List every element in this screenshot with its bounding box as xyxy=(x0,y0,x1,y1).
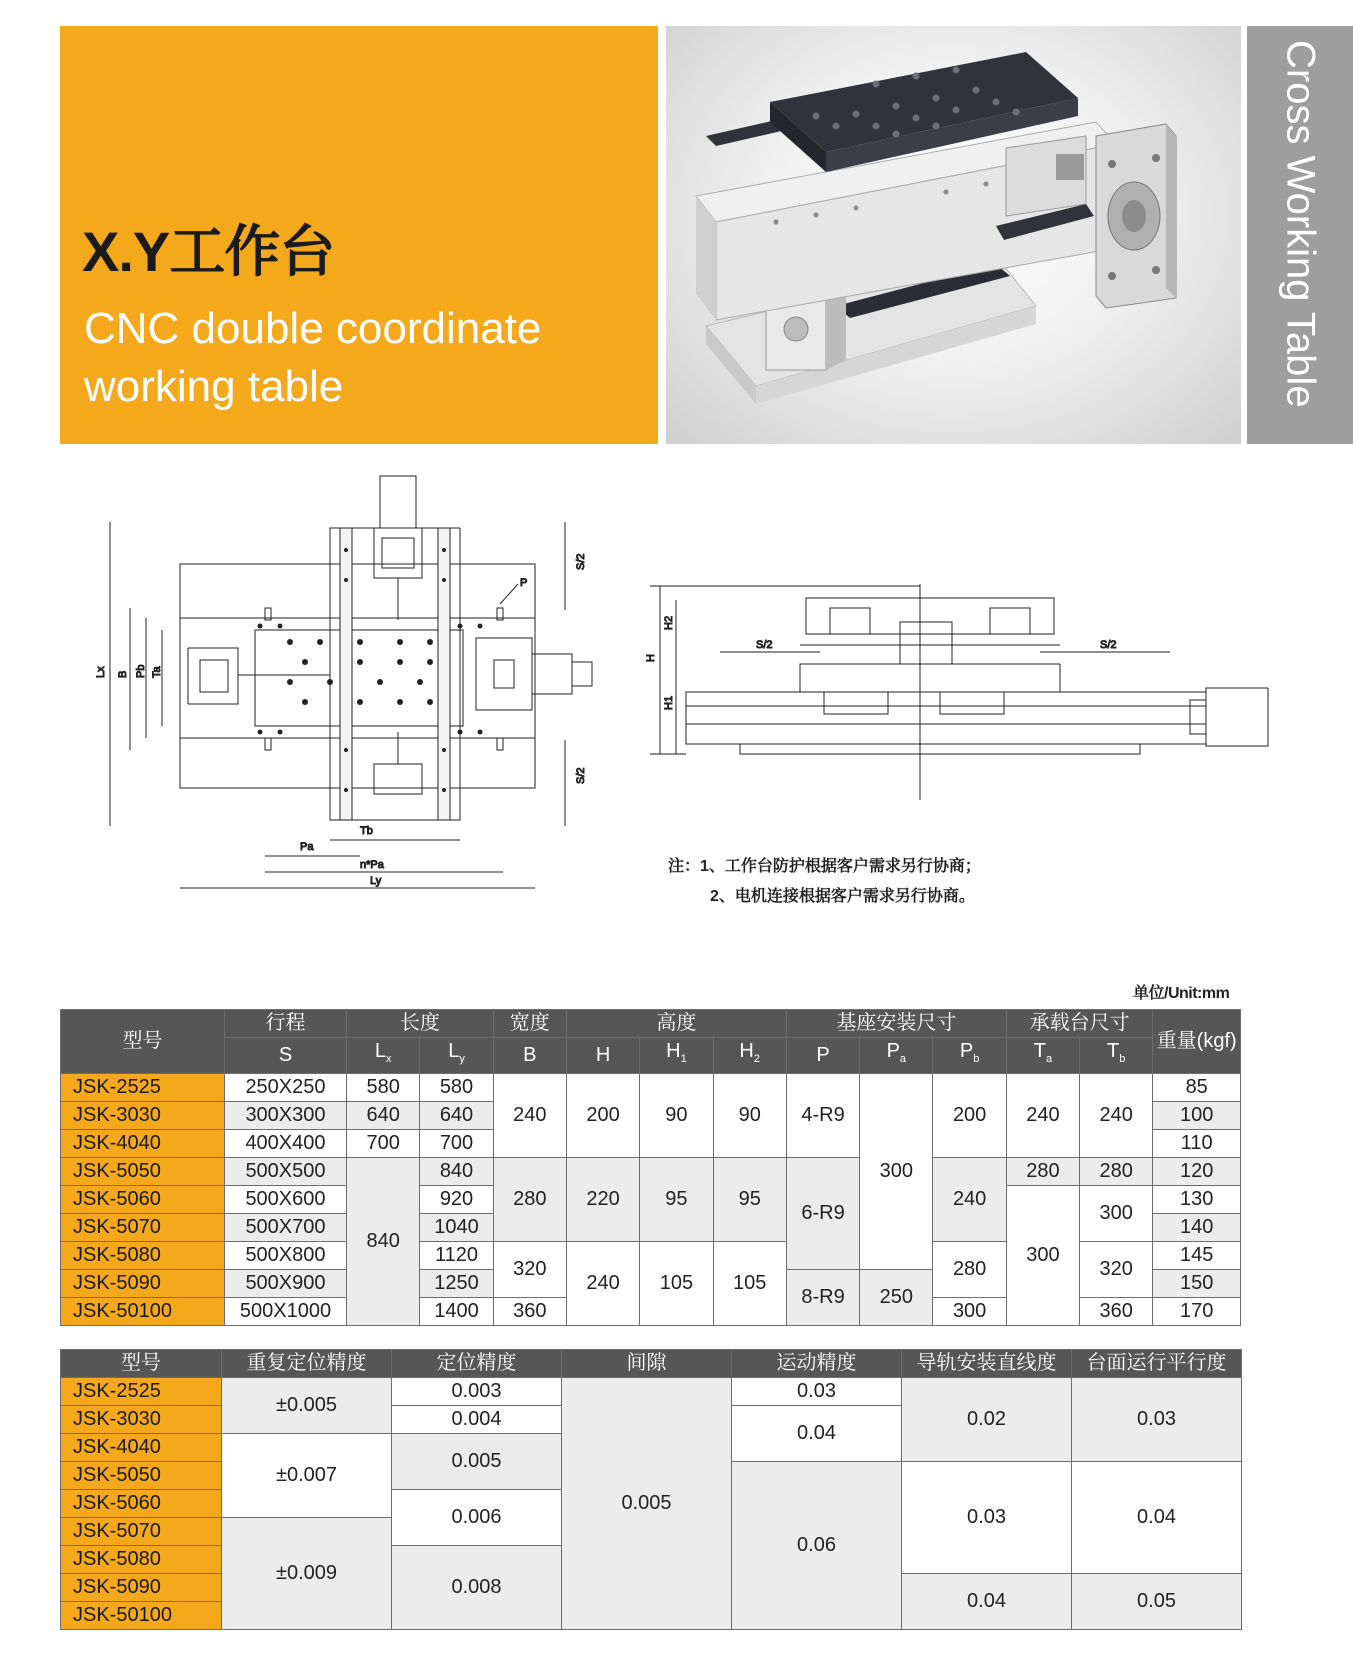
th-model: 型号 xyxy=(61,1010,225,1074)
label-lx: Lx xyxy=(95,666,107,678)
notes xyxy=(668,852,981,912)
label-h2: H2 xyxy=(663,615,675,630)
weight-cell: 170 xyxy=(1153,1298,1241,1326)
label-ta: Ta xyxy=(151,666,163,678)
motion-cell: 0.03 xyxy=(732,1378,902,1406)
note-line-2: 2、电机连接根据客户需求另行协商。 xyxy=(710,888,975,905)
lx-cell: 580 xyxy=(347,1074,420,1102)
th-s: S xyxy=(224,1038,346,1074)
label-ly: Ly xyxy=(370,875,382,887)
weight-cell: 150 xyxy=(1153,1270,1241,1298)
rail-cell: 0.02 xyxy=(902,1378,1072,1462)
model-cell: JSK-2525 xyxy=(61,1378,222,1406)
h2-cell: 95 xyxy=(713,1158,786,1242)
model-cell: JSK-50100 xyxy=(61,1298,225,1326)
th-p: P xyxy=(786,1038,859,1074)
th-ta: $T_a$ xyxy=(1006,1038,1079,1074)
model-cell: JSK-4040 xyxy=(61,1130,225,1158)
th-length: 长度 xyxy=(347,1010,494,1038)
stroke-cell: 500X700 xyxy=(224,1214,346,1242)
th2-model: 型号 xyxy=(61,1350,222,1378)
model-cell: JSK-5070 xyxy=(61,1214,225,1242)
b-cell: 280 xyxy=(493,1158,566,1242)
unit-label: 单位/Unit:mm xyxy=(1133,985,1230,1002)
p-cell: 4-R9 xyxy=(786,1074,859,1158)
model-cell: JSK-5070 xyxy=(61,1518,222,1546)
label-pb: Pb xyxy=(135,664,147,678)
stroke-cell: 250X250 xyxy=(224,1074,346,1102)
th-height: 高度 xyxy=(566,1010,786,1038)
stroke-cell: 400X400 xyxy=(224,1130,346,1158)
label-s2-left: S/2 xyxy=(756,639,773,651)
th2-gap: 间隙 xyxy=(562,1350,732,1378)
ly-cell: 920 xyxy=(420,1186,493,1214)
th-h: H xyxy=(566,1038,639,1074)
h2-cell: 90 xyxy=(713,1074,786,1158)
ly-cell: 1250 xyxy=(420,1270,493,1298)
stroke-cell: 500X800 xyxy=(224,1242,346,1270)
label-h1: H1 xyxy=(663,695,675,710)
h-cell: 240 xyxy=(566,1242,639,1326)
elevation-view-drawing xyxy=(645,584,1268,800)
product-photo xyxy=(666,26,1241,444)
ta-cell: 280 xyxy=(1006,1158,1079,1186)
ly-cell: 1040 xyxy=(420,1214,493,1242)
model-cell: JSK-50100 xyxy=(61,1602,222,1630)
th2-motion: 运动精度 xyxy=(732,1350,902,1378)
label-pa: Pa xyxy=(300,841,314,853)
rail-cell: 0.03 xyxy=(902,1462,1072,1574)
model-cell: JSK-4040 xyxy=(61,1434,222,1462)
parallel-cell: 0.05 xyxy=(1072,1574,1242,1630)
repeat-cell: ±0.007 xyxy=(222,1434,392,1518)
weight-cell: 120 xyxy=(1153,1158,1241,1186)
lx-cell: 700 xyxy=(347,1130,420,1158)
th-load-table: 承载台尺寸 xyxy=(1006,1010,1153,1038)
ly-cell: 640 xyxy=(420,1102,493,1130)
pb-cell: 280 xyxy=(933,1242,1006,1298)
th2-position: 定位精度 xyxy=(392,1350,562,1378)
stroke-cell: 500X600 xyxy=(224,1186,346,1214)
th-h1: $H_1$ xyxy=(640,1038,713,1074)
ta-cell: 240 xyxy=(1006,1074,1079,1158)
tb-cell: 360 xyxy=(1080,1298,1153,1326)
parallel-cell: 0.04 xyxy=(1072,1462,1242,1574)
weight-cell: 145 xyxy=(1153,1242,1241,1270)
h-cell: 220 xyxy=(566,1158,639,1242)
model-cell: JSK-5060 xyxy=(61,1186,225,1214)
label-h: H xyxy=(645,654,657,662)
h1-cell: 95 xyxy=(640,1158,713,1242)
precision-table xyxy=(60,1349,1242,1630)
note-line-1: 注：1、工作台防护根据客户需求另行协商； xyxy=(668,858,981,875)
model-cell: JSK-5060 xyxy=(61,1490,222,1518)
pb-cell: 200 xyxy=(933,1074,1006,1158)
pa-cell: 300 xyxy=(860,1074,933,1270)
page-title-zh: X.Y工作台 xyxy=(82,220,335,283)
weight-cell: 110 xyxy=(1153,1130,1241,1158)
ly-cell: 1400 xyxy=(420,1298,493,1326)
repeat-cell: ±0.005 xyxy=(222,1378,392,1434)
th2-repeat: 重复定位精度 xyxy=(222,1350,392,1378)
model-cell: JSK-5080 xyxy=(61,1546,222,1574)
pb-cell: 300 xyxy=(933,1298,1006,1326)
model-cell: JSK-5090 xyxy=(61,1574,222,1602)
label-b: B xyxy=(117,670,129,678)
label-npa: n*Pa xyxy=(360,859,384,871)
tb-cell: 280 xyxy=(1080,1158,1153,1186)
th-weight: 重量(kgf) xyxy=(1153,1010,1241,1074)
weight-cell: 100 xyxy=(1153,1102,1241,1130)
th-pa: $P_a$ xyxy=(860,1038,933,1074)
stroke-cell: 300X300 xyxy=(224,1102,346,1130)
label-s2-bottom: S/2 xyxy=(575,767,587,784)
th-b: B xyxy=(493,1038,566,1074)
gap-cell: 0.005 xyxy=(562,1378,732,1630)
page-title-en: CNC double coordinate working table xyxy=(84,304,542,411)
ly-cell: 1120 xyxy=(420,1242,493,1270)
motion-cell: 0.04 xyxy=(732,1406,902,1462)
weight-cell: 85 xyxy=(1153,1074,1241,1102)
th-lx: $L_x$ xyxy=(347,1038,420,1074)
position-cell: 0.005 xyxy=(392,1434,562,1490)
position-cell: 0.006 xyxy=(392,1490,562,1546)
rail-cell: 0.04 xyxy=(902,1574,1072,1630)
th-ly: $L_y$ xyxy=(420,1038,493,1074)
model-cell: JSK-3030 xyxy=(61,1406,222,1434)
tb-cell: 240 xyxy=(1080,1074,1153,1158)
stroke-cell: 500X500 xyxy=(224,1158,346,1186)
p-cell: 6-R9 xyxy=(786,1158,859,1270)
side-title-text: Cross Working Table xyxy=(1278,40,1323,408)
ta-cell: 300 xyxy=(1006,1186,1079,1326)
h1-cell: 90 xyxy=(640,1074,713,1158)
pa-cell: 250 xyxy=(860,1270,933,1326)
lx-cell: 840 xyxy=(347,1158,420,1326)
spec-table xyxy=(60,1009,1241,1326)
th2-rail: 导轨安装直线度 xyxy=(902,1350,1072,1378)
th-base-mount: 基座安装尺寸 xyxy=(786,1010,1006,1038)
label-p: P xyxy=(520,577,528,589)
label-tb: Tb xyxy=(360,825,373,837)
th-h2: $H_2$ xyxy=(713,1038,786,1074)
b-cell: 240 xyxy=(493,1074,566,1158)
tb-cell: 300 xyxy=(1080,1186,1153,1242)
b-cell: 320 xyxy=(493,1242,566,1298)
model-cell: JSK-5050 xyxy=(61,1462,222,1490)
th2-parallel: 台面运行平行度 xyxy=(1072,1350,1242,1378)
position-cell: 0.003 xyxy=(392,1378,562,1406)
b-cell: 360 xyxy=(493,1298,566,1326)
th-width: 宽度 xyxy=(493,1010,566,1038)
model-cell: JSK-5080 xyxy=(61,1242,225,1270)
model-cell: JSK-5090 xyxy=(61,1270,225,1298)
repeat-cell: ±0.009 xyxy=(222,1518,392,1630)
h2-cell: 105 xyxy=(713,1242,786,1326)
th-tb: $T_b$ xyxy=(1080,1038,1153,1074)
weight-cell: 130 xyxy=(1153,1186,1241,1214)
weight-cell: 140 xyxy=(1153,1214,1241,1242)
ly-cell: 580 xyxy=(420,1074,493,1102)
p-cell: 8-R9 xyxy=(786,1270,859,1326)
model-cell: JSK-5050 xyxy=(61,1158,225,1186)
stroke-cell: 500X1000 xyxy=(224,1298,346,1326)
stroke-cell: 500X900 xyxy=(224,1270,346,1298)
pb-cell: 240 xyxy=(933,1158,1006,1242)
side-title xyxy=(1247,26,1353,444)
h-cell: 200 xyxy=(566,1074,639,1158)
position-cell: 0.004 xyxy=(392,1406,562,1434)
ly-cell: 840 xyxy=(420,1158,493,1186)
parallel-cell: 0.03 xyxy=(1072,1378,1242,1462)
lx-cell: 640 xyxy=(347,1102,420,1130)
label-s2-right: S/2 xyxy=(1100,639,1117,651)
th-pb: $P_b$ xyxy=(933,1038,1006,1074)
position-cell: 0.008 xyxy=(392,1546,562,1630)
motion-cell: 0.06 xyxy=(732,1462,902,1630)
model-cell: JSK-3030 xyxy=(61,1102,225,1130)
tb-cell: 320 xyxy=(1080,1242,1153,1298)
h1-cell: 105 xyxy=(640,1242,713,1326)
model-cell: JSK-2525 xyxy=(61,1074,225,1102)
plan-view-drawing xyxy=(95,476,592,888)
ly-cell: 700 xyxy=(420,1130,493,1158)
th-stroke: 行程 xyxy=(224,1010,346,1038)
label-s2-top: S/2 xyxy=(575,553,587,570)
